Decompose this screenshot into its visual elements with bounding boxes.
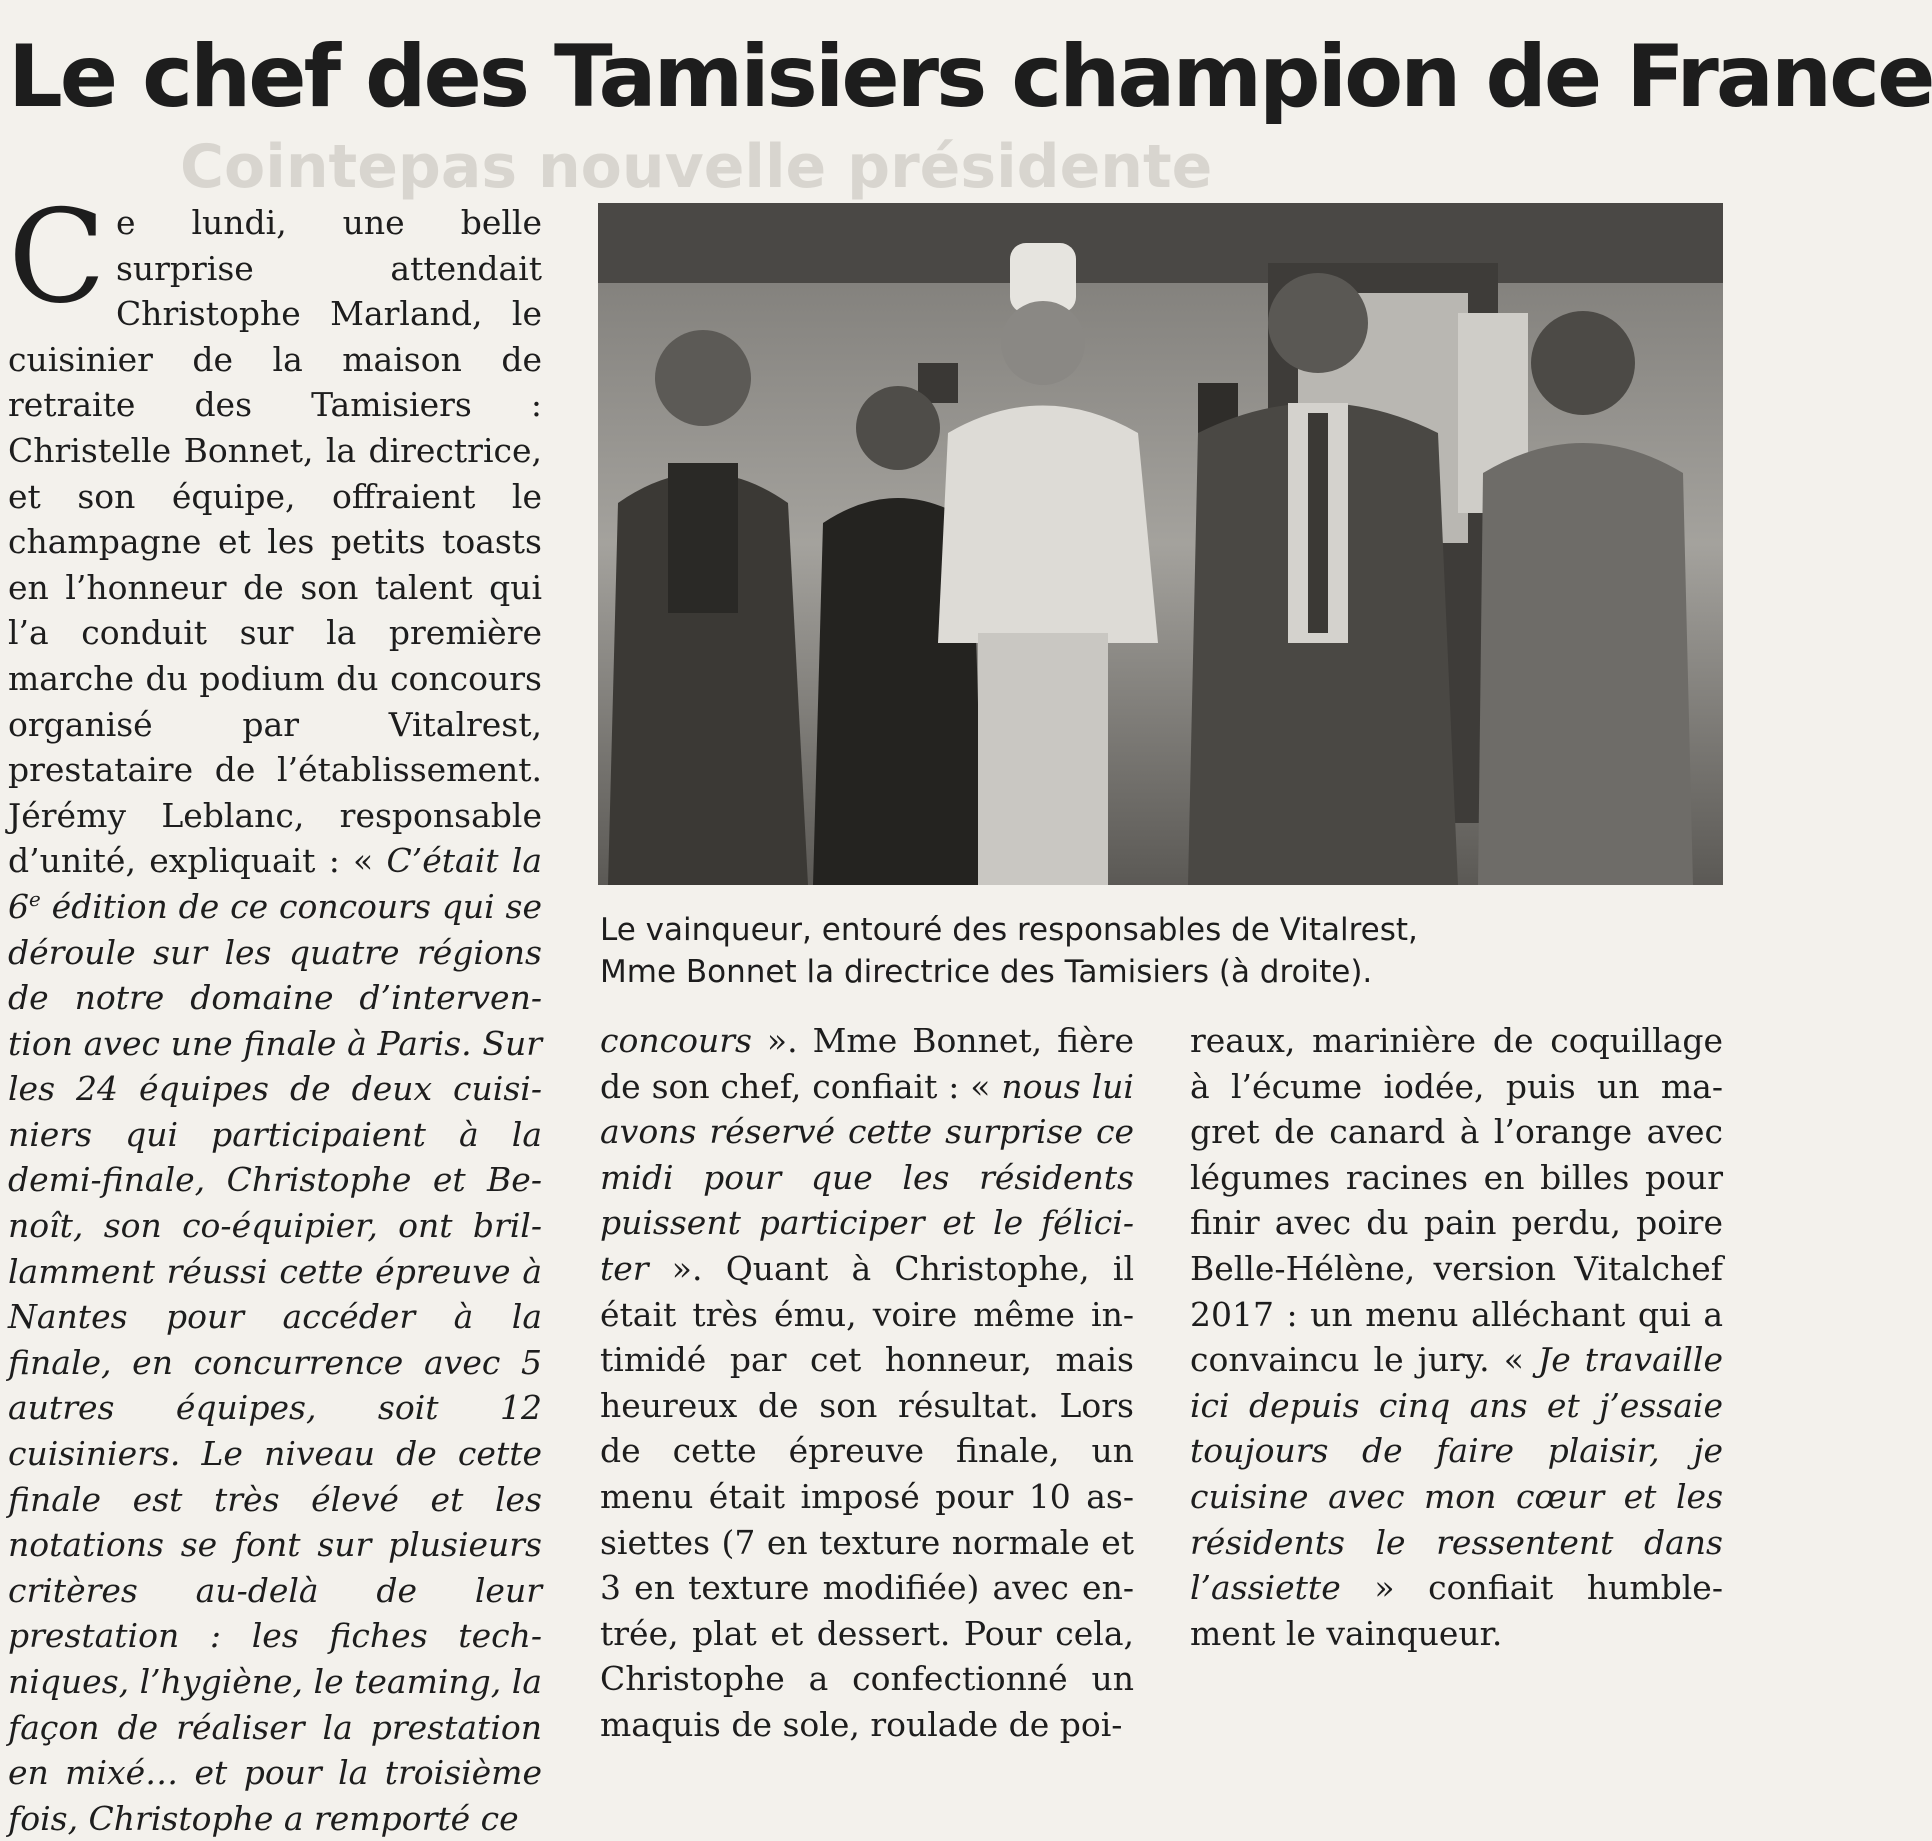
body-text: » confiait humblement le vainqueur. xyxy=(1190,1568,1723,1653)
quote-text: nous lui avons réservé cette surprise ce midi pour que les résidents puissent participer et le féliciter xyxy=(600,1066,1134,1288)
article-paragraph xyxy=(1190,1018,1723,1656)
photo-caption xyxy=(600,909,1730,993)
lead-text: e lundi, une belle surprise attendait Christophe Marland, le cuisinier de la maison de retraite des Tamisiers : Christelle Bonnet, la directrice, et son équipe, offraient le champagne et les petits toasts en l’honneur de son talent qui l’a conduit sur la première marche du podium du concours organisé par Vitalrest, prestataire de l’établissement. Jérémy Leblanc, responsable d’unité, expliquait : « xyxy=(8,203,542,881)
superscript: e xyxy=(29,887,41,911)
quote-text: C’était la 6 xyxy=(8,841,542,926)
article-paragraph xyxy=(8,183,543,1841)
article-column-2 xyxy=(600,1018,1134,1758)
article-column-1 xyxy=(8,183,543,1838)
caption-line: Le vainqueur, entouré des responsables de Vitalrest, xyxy=(600,912,1418,948)
body-text: ». Mme Bonnet, fière de son chef, confiait : « xyxy=(600,1021,1134,1106)
body-text: reaux, marinière de coquillage à l’écume iodée, puis un magret de canard à l’orange avec légumes racines en billes pour finir avec du pain perdu, poire Belle-Hélène, version Vitalchef 2017 : un menu alléchant qui a convaincu le jury. « xyxy=(1190,1021,1723,1380)
article-photo xyxy=(598,203,1723,885)
body-text: ». Quant à Christophe, il était très ému, voire même intimidé par cet honneur, mais heureux de son résultat. Lors de cette épreuve finale, un menu était imposé pour 10 assiettes (7 en texture normale et 3 en texture modifiée) avec entrée, plat et dessert. Pour cela, Christophe a confectionné un maquis de sole, roulade de poi- xyxy=(600,1248,1134,1744)
quote-text: concours xyxy=(600,1021,752,1060)
photo-illustration xyxy=(598,203,1723,885)
background-headline: Cointepas nouvelle présidente xyxy=(180,132,1213,202)
headline: Le chef des Tamisiers champion de France xyxy=(8,27,1932,127)
quote-text: édition de ce concours qui se déroule sur les quatre régions de notre domaine d’intervention avec une finale à Paris. Sur les 24 équipes de deux cuisiniers qui participaient à la demi-finale, Christophe et Benoît, son co-équipier, ont brillamment réussi cette épreuve à Nantes pour accéder à la finale, en concurrence avec 5 autres équipes, soit 12 cuisiniers. Le niveau de cette finale est très élevé et les notations se font sur plusieurs critères au-delà de leur prestation : les fiches techniques, l’hygiène, le teaming, la façon de réaliser la prestation en mixé… et pour la troisième fois, Christophe a remporté ce xyxy=(8,886,543,1838)
article-column-3 xyxy=(1190,1018,1723,1758)
drop-cap: C xyxy=(8,183,106,332)
quote-text: Je travaille ici depuis cinq ans et j’essaie toujours de faire plaisir, je cuisine avec mon cœur et les résidents le ressentent dans l’assiette xyxy=(1190,1340,1723,1608)
caption-line: Mme Bonnet la directrice des Tamisiers (à droite). xyxy=(600,954,1373,990)
article-paragraph xyxy=(600,1018,1134,1748)
